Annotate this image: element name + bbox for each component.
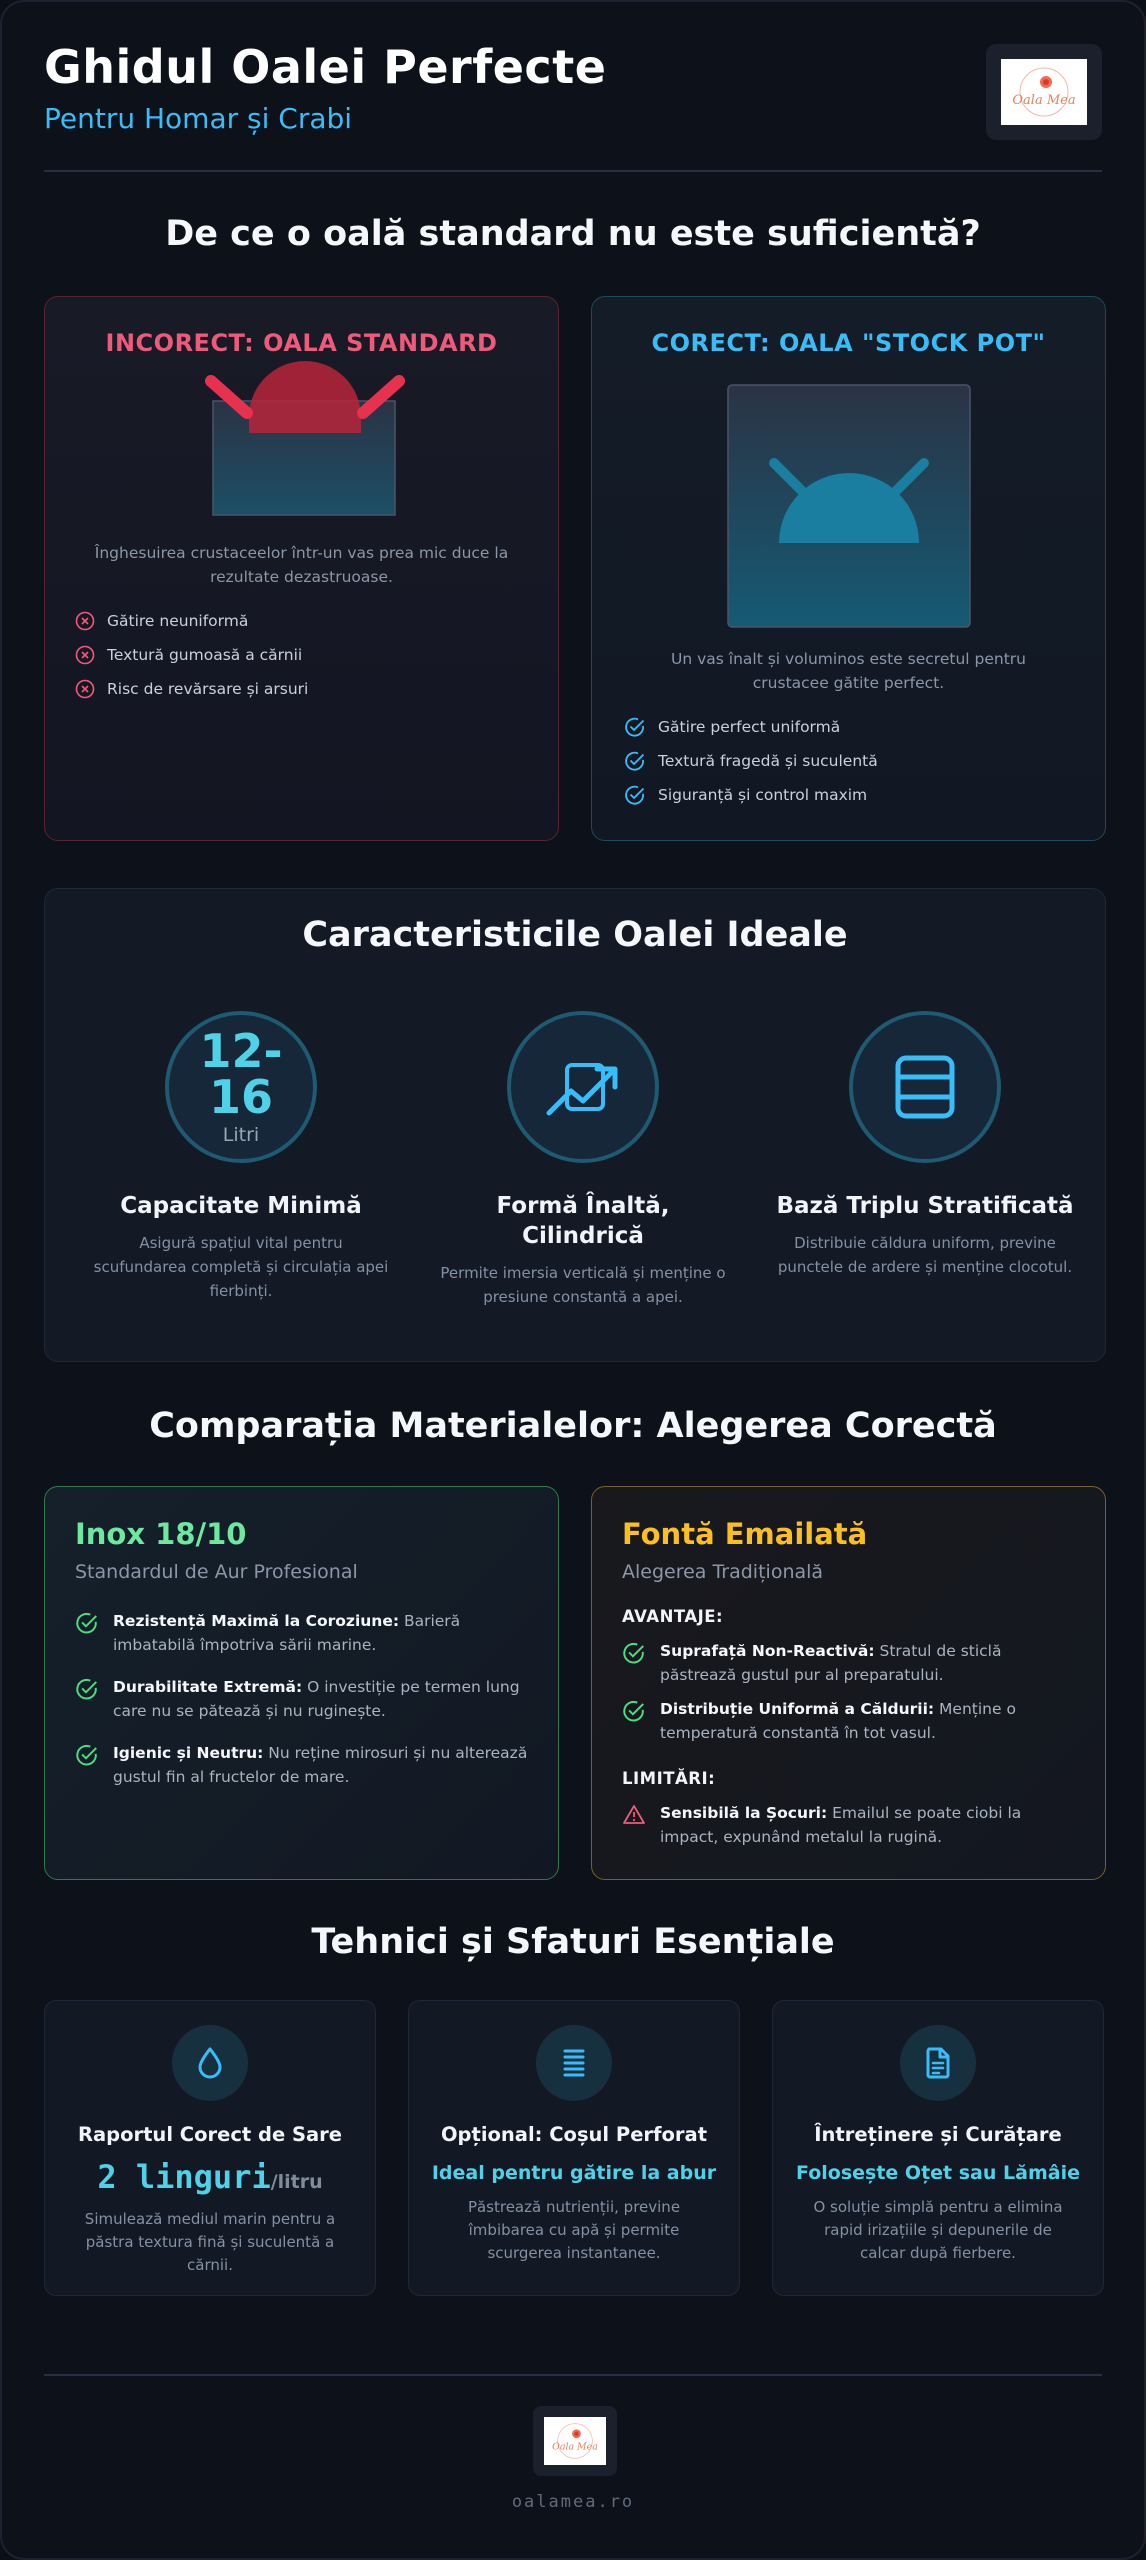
item-bold: Suprafață Non-Reactivă: bbox=[660, 1642, 875, 1660]
incorrect-list bbox=[75, 611, 538, 699]
feature-title: Capacitate Minimă bbox=[120, 1193, 362, 1219]
drop-icon bbox=[192, 2045, 228, 2081]
item-text: Stratul de sticlă păstrează gustul pur al preparatului. bbox=[660, 1642, 1002, 1684]
layers-icon-ring bbox=[849, 1011, 1001, 1163]
check-circle-icon bbox=[624, 716, 646, 738]
item-text: O investiție pe termen lung care nu se pătează și nu ruginește. bbox=[113, 1678, 520, 1720]
list-item bbox=[624, 717, 1085, 737]
list-item bbox=[622, 1639, 1081, 1687]
incorrect-pot-card bbox=[44, 296, 559, 841]
incorrect-description: Înghesuirea crustaceelor într-un vas prea mic duce la rezultate dezastruoase. bbox=[94, 544, 509, 586]
tip-basket bbox=[408, 2000, 740, 2296]
check-circle-icon bbox=[75, 1677, 99, 1701]
tip-highlight: Folosește Oțet sau Lămâie bbox=[796, 2162, 1080, 2184]
list-item bbox=[75, 1741, 534, 1789]
correct-description: Un vas înalt și voluminos este secretul pentru crustacee gătite perfect. bbox=[671, 650, 1026, 692]
list-item bbox=[622, 1697, 1081, 1745]
item-text: Emailul se poate ciobi la impact, expunând metalul la rugină. bbox=[660, 1804, 1022, 1846]
tip-value bbox=[45, 2158, 375, 2196]
brand-logo[interactable] bbox=[986, 44, 1102, 140]
item-bold: Sensibilă la Șocuri: bbox=[660, 1804, 828, 1822]
x-circle-icon bbox=[75, 645, 95, 665]
item-text: Nu reține mirosuri și nu alterează gustul fin al fructelor de mare. bbox=[113, 1744, 528, 1786]
header bbox=[44, 40, 1102, 150]
document-icon-wrap bbox=[900, 2025, 976, 2101]
check-circle-icon bbox=[75, 1611, 99, 1635]
feature-text: Distribuie căldura uniform, previne punctele de ardere și menține clocotul. bbox=[777, 1234, 1073, 1276]
logo-image bbox=[544, 2417, 606, 2465]
list-item bbox=[624, 751, 1085, 771]
material-name: Fontă Emailată bbox=[622, 1517, 868, 1551]
footer-logo[interactable] bbox=[533, 2406, 617, 2476]
list-item bbox=[75, 1675, 534, 1723]
x-circle-icon bbox=[75, 679, 95, 699]
header-divider bbox=[44, 170, 1102, 172]
list-icon bbox=[556, 2045, 592, 2081]
drop-icon-wrap bbox=[172, 2025, 248, 2101]
stock-pot-illustration bbox=[726, 383, 972, 629]
item-bold: Igienic și Neutru: bbox=[113, 1744, 264, 1762]
limits-list bbox=[622, 1801, 1081, 1849]
page-subtitle: Pentru Homar și Crabi bbox=[44, 102, 353, 135]
tip-cleaning bbox=[772, 2000, 1104, 2296]
list-icon-wrap bbox=[536, 2025, 612, 2101]
correct-heading: CORECT: OALA "STOCK POT" bbox=[651, 329, 1046, 357]
warning-icon bbox=[622, 1803, 646, 1827]
item-bold: Durabilitate Extremă: bbox=[113, 1678, 303, 1696]
material-name: Inox 18/10 bbox=[75, 1517, 247, 1551]
tips-title: Tehnici și Sfaturi Esențiale bbox=[311, 1922, 835, 1962]
item-bold: Rezistență Maximă la Coroziune: bbox=[113, 1612, 400, 1630]
tip-salt bbox=[44, 2000, 376, 2296]
salt-unit: /litru bbox=[270, 2171, 323, 2193]
tip-title: Întreținere și Curățare bbox=[814, 2123, 1062, 2146]
correct-pot-card bbox=[591, 296, 1106, 841]
material-subtitle: Alegerea Tradițională bbox=[622, 1561, 824, 1583]
check-circle-icon bbox=[622, 1641, 646, 1665]
check-circle-icon bbox=[622, 1699, 646, 1723]
why-title: De ce o oală standard nu este suficientă? bbox=[165, 214, 981, 254]
capacity-unit: Litri bbox=[222, 1124, 260, 1146]
footer-url[interactable]: oalamea.ro bbox=[511, 2492, 635, 2512]
list-item bbox=[622, 1801, 1081, 1849]
item-text: Menține o temperatură constantă în tot vasul. bbox=[660, 1700, 1016, 1742]
list-item-label: Gătire neuniformă bbox=[107, 612, 249, 630]
list-item bbox=[75, 645, 538, 665]
trend-up-icon-ring bbox=[507, 1011, 659, 1163]
item-bold: Distribuție Uniformă a Căldurii: bbox=[660, 1700, 935, 1718]
tip-text: Simulează mediul marin pentru a păstra textura fină și suculentă a cărnii. bbox=[84, 2210, 336, 2274]
tip-highlight: Ideal pentru gătire la abur bbox=[431, 2162, 717, 2184]
check-circle-icon bbox=[624, 750, 646, 772]
list-item bbox=[75, 679, 538, 699]
feature-shape bbox=[433, 1011, 733, 1309]
feature-capacity bbox=[91, 1011, 391, 1303]
capacity-value: 12-16 bbox=[199, 1024, 283, 1124]
logo-image bbox=[1001, 59, 1087, 125]
layers-icon bbox=[890, 1052, 960, 1122]
check-circle-icon bbox=[624, 784, 646, 806]
advantages-list bbox=[622, 1639, 1081, 1745]
material-subtitle: Standardul de Aur Profesional bbox=[75, 1561, 358, 1583]
material-fonta-card bbox=[591, 1486, 1106, 1880]
materials-title: Comparația Materialelor: Alegerea Corectă bbox=[149, 1406, 997, 1446]
tip-text: O soluție simplă pentru a elimina rapid irizațiile și depunerile de calcar după fierbere. bbox=[813, 2198, 1063, 2262]
check-circle-icon bbox=[75, 1743, 99, 1767]
page-title: Ghidul Oalei Perfecte bbox=[44, 40, 607, 94]
salt-amount: 2 linguri bbox=[97, 2158, 271, 2196]
features-title: Caracteristicile Oalei Ideale bbox=[302, 915, 848, 955]
item-text: Barieră imbatabilă împotriva sării marine. bbox=[113, 1612, 461, 1654]
footer-divider bbox=[44, 2374, 1102, 2376]
x-circle-icon bbox=[75, 611, 95, 631]
svg-text:Oala Mea: Oala Mea bbox=[552, 2441, 598, 2453]
list-item-label: Textură gumoasă a cărnii bbox=[107, 646, 303, 664]
list-item-label: Textură fragedă și suculentă bbox=[658, 752, 878, 770]
svg-text:Oala Mea: Oala Mea bbox=[1012, 93, 1076, 108]
feature-title: Formă Înaltă, Cilindrică bbox=[496, 1193, 670, 1249]
document-icon bbox=[920, 2045, 956, 2081]
list-item bbox=[75, 611, 538, 631]
features-panel bbox=[44, 888, 1106, 1362]
list-item-label: Siguranță și control maxim bbox=[658, 786, 868, 804]
tip-title: Opțional: Coșul Perforat bbox=[440, 2123, 708, 2146]
list-item bbox=[624, 785, 1085, 805]
trend-up-icon bbox=[543, 1047, 623, 1127]
limits-label: LIMITĂRI: bbox=[622, 1769, 716, 1788]
capacity-badge bbox=[165, 1011, 317, 1163]
small-pot-illustration bbox=[205, 341, 405, 517]
correct-list bbox=[624, 717, 1085, 805]
list-item-label: Gătire perfect uniformă bbox=[658, 718, 841, 736]
incorrect-heading: INCORECT: OALA STANDARD bbox=[105, 329, 498, 357]
tip-title: Raportul Corect de Sare bbox=[77, 2123, 343, 2146]
list-item-label: Risc de revărsare și arsuri bbox=[107, 680, 309, 698]
list-item bbox=[75, 1609, 534, 1657]
tip-text: Păstrează nutrienții, previne îmbibarea cu apă și permite scurgerea instantanee. bbox=[467, 2198, 681, 2262]
material-list bbox=[75, 1609, 534, 1789]
advantages-label: AVANTAJE: bbox=[622, 1607, 724, 1626]
feature-base bbox=[775, 1011, 1075, 1279]
feature-title: Bază Triplu Stratificată bbox=[776, 1193, 1074, 1219]
material-inox-card bbox=[44, 1486, 559, 1880]
feature-text: Asigură spațiul vital pentru scufundarea completă și circulația apei fierbinți. bbox=[93, 1234, 389, 1300]
feature-text: Permite imersia verticală și menține o presiune constantă a apei. bbox=[440, 1264, 726, 1306]
